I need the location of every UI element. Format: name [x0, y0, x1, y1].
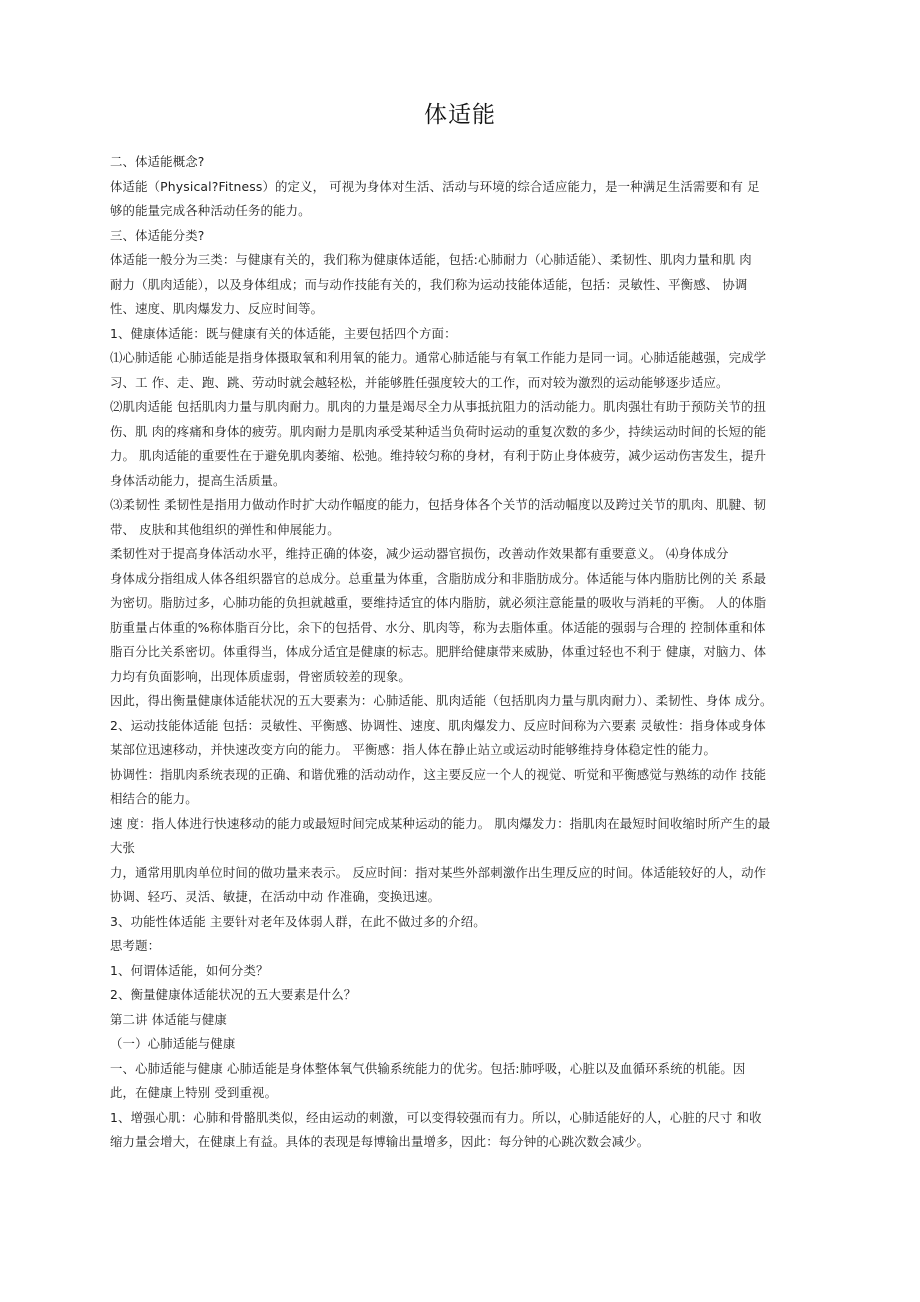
text-line: 力，通常用肌肉单位时间的做功量来表示。 反应时间：指对某些外部刺激作出生理反应的时间。体适能较好的人，动作	[110, 865, 767, 880]
text-line: 3、功能性体适能 主要针对老年及体弱人群，在此不做过多的介绍。	[110, 914, 486, 929]
text-line: 2、运动技能体适能 包括：灵敏性、平衡感、协调性、速度、肌肉爆发力、反应时间称为六要素 灵敏性：指身体或身体	[110, 718, 766, 733]
text-line: 一、心肺适能与健康 心肺适能是身体整体氧气供输系统能力的优劣。包括:肺呼吸，心脏以及血循环系统的机能。因	[110, 1061, 746, 1076]
text-line: 速 度：指人体进行快速移动的能力或最短时间完成某种运动的能力。 肌肉爆发力：指肌肉在最短时间收缩时所产生的最	[110, 816, 771, 831]
text-line: 因此，得出衡量健康体适能状况的五大要素为：心肺适能、肌肉适能（包括肌肉力量与肌肉耐力）、柔韧性、身体 成分。	[110, 693, 773, 708]
text-line: 三、体适能分类?	[110, 228, 205, 243]
text-line: 第二讲 体适能与健康	[110, 1012, 227, 1027]
text-line: 体适能（Physical?Fitness）的定义， 可视为身体对生活、活动与环境的综合适应能力，是一种满足生活需要和有 足	[110, 179, 760, 194]
text-line: 协调性：指肌肉系统表现的正确、和谐优雅的活动动作，这主要反应一个人的视觉、听觉和平衡感觉与熟练的动作 技能	[110, 767, 767, 782]
text-line: 肪重量占体重的%称体脂百分比，余下的包括骨、水分、肌肉等，称为去脂体重。体适能的强弱与合理的 控制体重和体	[110, 620, 766, 635]
text-line: 带、 皮肤和其他组织的弹性和伸展能力。	[110, 522, 340, 537]
text-line: 缩力量会增大，在健康上有益。具体的表现是每博输出量增多，因此：每分钟的心跳次数会减少。	[110, 1134, 650, 1149]
text-line: 1、何谓体适能，如何分类？	[110, 963, 269, 978]
text-line: （一）心肺适能与健康	[110, 1036, 236, 1051]
text-line: 柔韧性对于提高身体活动水平，维持正确的体姿，减少运动器官损伤，改善动作效果都有重要意义。 ⑷身体成分	[110, 546, 729, 561]
text-line: 身体成分指组成人体各组织器官的总成分。总重量为体重，含脂肪成分和非脂肪成分。体适能与体内脂肪比例的关 系最	[110, 571, 767, 586]
text-line: 耐力（肌肉适能），以及身体组成；而与动作技能有关的，我们称为运动技能体适能，包括：灵敏性、平衡感、 协调	[110, 277, 748, 292]
text-line: 力。 肌肉适能的重要性在于避免肌肉萎缩、松弛。维持较匀称的身材，有利于防止身体疲劳，减少运动伤害发生，提升	[110, 448, 767, 463]
text-line: 性、速度、肌肉爆发力、反应时间等。	[110, 301, 324, 316]
text-line: 思考题：	[110, 938, 161, 953]
text-line: ⑵肌肉适能 包括肌肉力量与肌肉耐力。肌肉的力量是竭尽全力从事抵抗阻力的活动能力。肌肉强壮有助于预防关节的扭	[110, 399, 767, 414]
text-line: 习、工 作、走、跑、跳、劳动时就会越轻松，并能够胜任强度较大的工作，而对较为激烈的运动能够逐步适应。	[110, 375, 729, 390]
text-line: 脂百分比关系密切。体重得当，体成分适宜是健康的标志。肥胖给健康带来威胁，体重过轻也不利于 健康，对脑力、体	[110, 644, 767, 659]
text-line: 伤、肌 肉的疼痛和身体的疲劳。肌肉耐力是肌肉承受某种适当负荷时运动的重复次数的多少，持续运动时间的长短的能	[110, 424, 767, 439]
text-line: 体适能一般分为三类：与健康有关的，我们称为健康体适能，包括:心肺耐力（心肺适能）、柔韧性、肌肉力量和肌 肉	[110, 252, 752, 267]
text-line: 1、增强心肌：心肺和骨骼肌类似，经由运动的刺激，可以变得较强而有力。所以，心肺适能好的人，心脏的尺寸 和收	[110, 1110, 762, 1125]
text-line: 2、衡量健康体适能状况的五大要素是什么？	[110, 987, 357, 1002]
text-line: ⑴心肺适能 心肺适能是指身体摄取氧和利用氧的能力。通常心肺适能与有氧工作能力是同一词。心肺适能越强，完成学	[110, 350, 767, 365]
text-line: 1、健康体适能：既与健康有关的体适能，主要包括四个方面：	[110, 326, 457, 341]
text-line: 相结合的能力。	[110, 791, 198, 806]
text-line: 够的能量完成各种活动任务的能力。	[110, 203, 311, 218]
text-line: 力均有负面影响，出现体质虚弱，骨密质较差的现象。	[110, 669, 411, 684]
text-line: 二、体适能概念?	[110, 154, 205, 169]
text-line: 身体活动能力，提高生活质量。	[110, 473, 286, 488]
text-line: 某部位迅速移动，并快速改变方向的能力。 平衡感：指人体在静止站立或运动时能够维持身体稳定性的能力。	[110, 742, 717, 757]
text-line: 此，在健康上特别 受到重视。	[110, 1085, 278, 1100]
text-line: ⑶柔韧性 柔韧性是指用力做动作时扩大动作幅度的能力，包括身体各个关节的活动幅度以及跨过关节的肌肉、肌腱、韧	[110, 497, 767, 512]
text-line: 大张	[110, 840, 136, 855]
text-line: 协调、轻巧、灵活、敏捷，在活动中动 作准确，变换迅速。	[110, 889, 441, 904]
document-title: 体适能	[424, 102, 496, 128]
text-line: 为密切。脂肪过多，心肺功能的负担就越重，要维持适宜的体内脂肪，就必须注意能量的吸收与消耗的平衡。 人的体脂	[110, 595, 767, 610]
